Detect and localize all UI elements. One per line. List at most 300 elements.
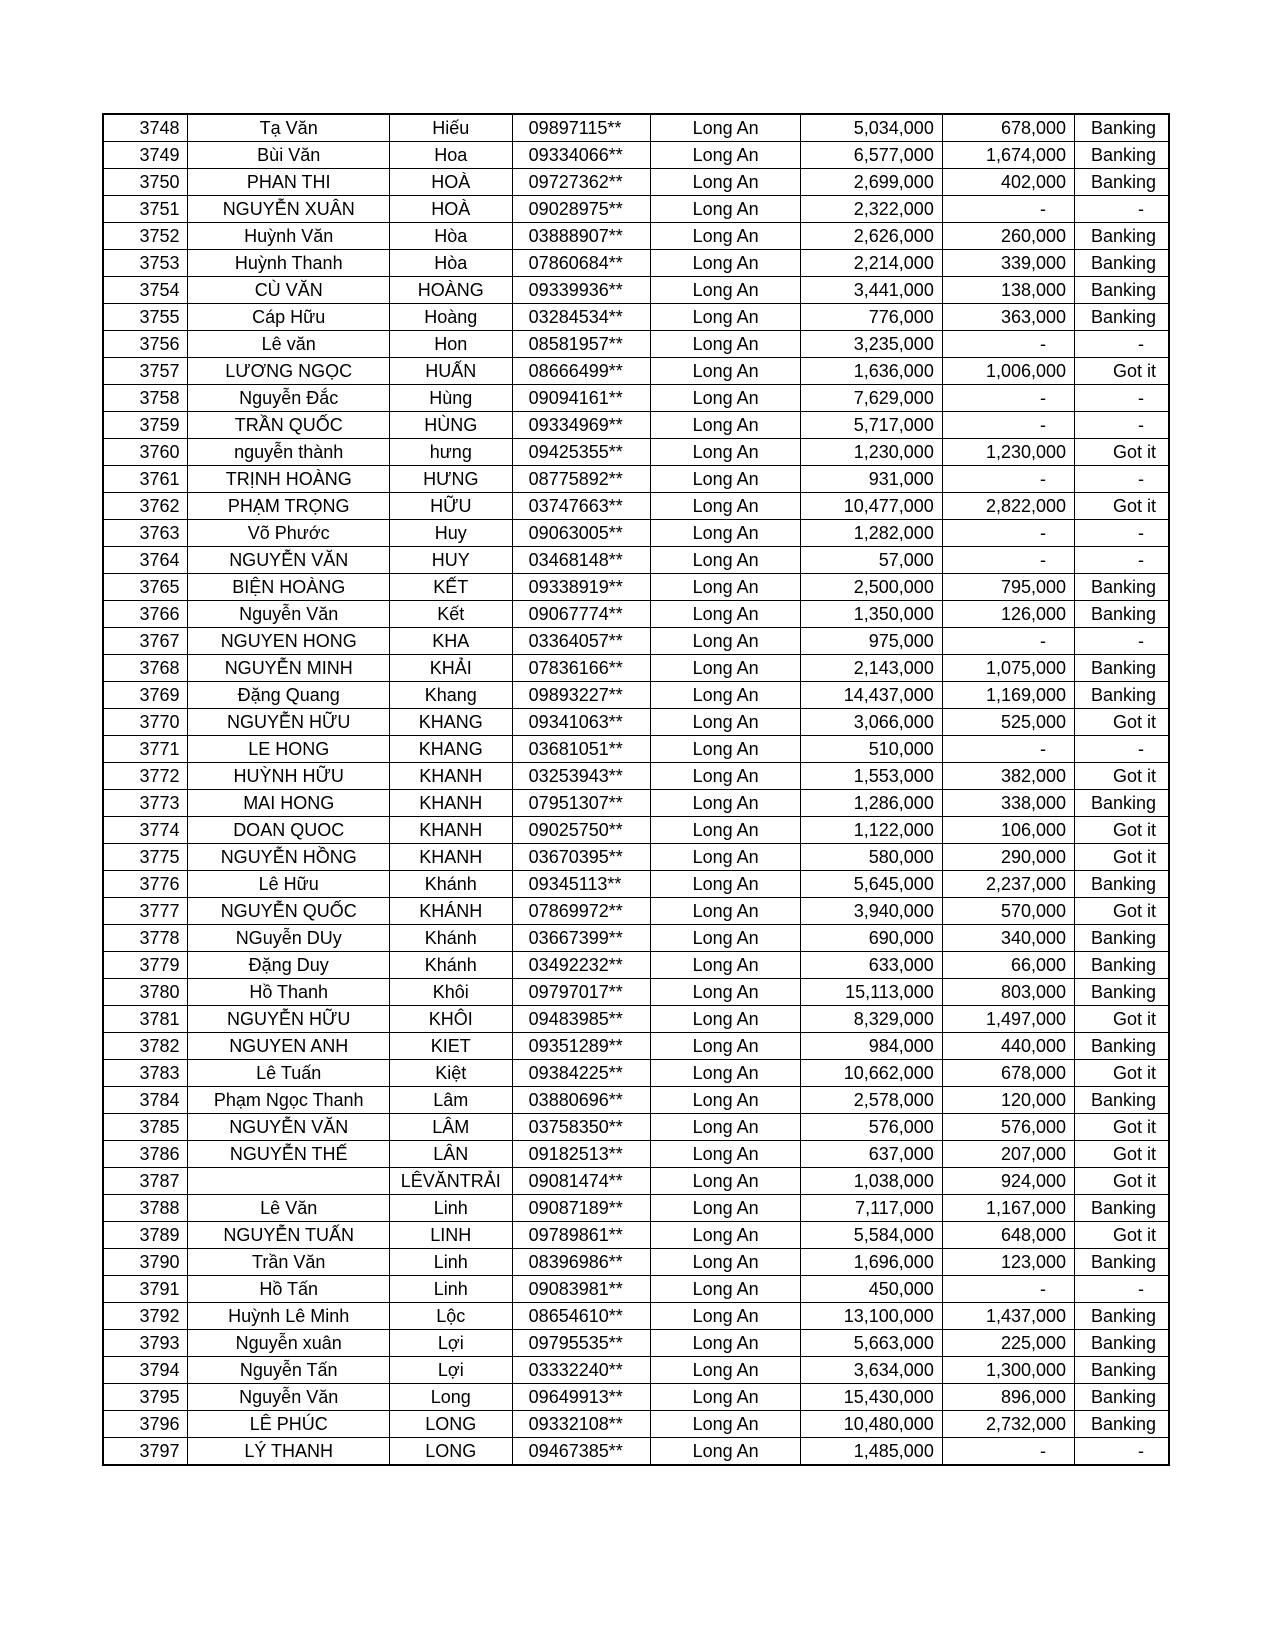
bonus-amount-cell: 896,000 [942, 1384, 1074, 1411]
given-name-cell: Khang [389, 682, 512, 709]
province-cell: Long An [651, 736, 801, 763]
family-name-cell: Lê Văn [188, 1195, 389, 1222]
table-row [103, 1195, 1169, 1222]
family-name-cell: PHẠM TRỌNG [188, 493, 389, 520]
family-name-cell: Nguyễn Văn [188, 601, 389, 628]
bonus-amount-cell: 340,000 [942, 925, 1074, 952]
family-name-cell: Huỳnh Thanh [188, 250, 389, 277]
amount-cell: 15,430,000 [801, 1384, 943, 1411]
table-row [103, 628, 1169, 655]
row-number-cell: 3768 [103, 655, 188, 682]
row-number-cell: 3788 [103, 1195, 188, 1222]
row-number-cell: 3793 [103, 1330, 188, 1357]
phone-number-cell: 08396986** [512, 1249, 650, 1276]
payout-method-cell: - [1075, 520, 1169, 547]
phone-number-cell: 09332108** [512, 1411, 650, 1438]
family-name-cell: Hồ Thanh [188, 979, 389, 1006]
payout-method-cell: Got it [1075, 1060, 1169, 1087]
province-cell: Long An [651, 655, 801, 682]
bonus-amount-cell: 803,000 [942, 979, 1074, 1006]
phone-number-cell: 09028975** [512, 196, 650, 223]
given-name-cell: Khánh [389, 871, 512, 898]
given-name-cell: KHANH [389, 790, 512, 817]
phone-number-cell: 03747663** [512, 493, 650, 520]
bonus-amount-cell: - [942, 196, 1074, 223]
payout-method-cell: Banking [1075, 1330, 1169, 1357]
phone-number-cell: 09483985** [512, 1006, 650, 1033]
province-cell: Long An [651, 331, 801, 358]
bonus-amount-cell: 1,437,000 [942, 1303, 1074, 1330]
table-row [103, 1060, 1169, 1087]
table-row [103, 1384, 1169, 1411]
table-row [103, 925, 1169, 952]
row-number-cell: 3774 [103, 817, 188, 844]
province-cell: Long An [651, 547, 801, 574]
given-name-cell: Lợi [389, 1330, 512, 1357]
amount-cell: 3,940,000 [801, 898, 943, 925]
table-row [103, 1303, 1169, 1330]
phone-number-cell: 09083981** [512, 1276, 650, 1303]
row-number-cell: 3750 [103, 169, 188, 196]
row-number-cell: 3792 [103, 1303, 188, 1330]
table-row [103, 1114, 1169, 1141]
phone-number-cell: 08666499** [512, 358, 650, 385]
payout-method-cell: - [1075, 1438, 1169, 1466]
given-name-cell: Linh [389, 1195, 512, 1222]
phone-number-cell: 07860684** [512, 250, 650, 277]
family-name-cell: NGUYỄN QUỐC [188, 898, 389, 925]
province-cell: Long An [651, 1411, 801, 1438]
row-number-cell: 3770 [103, 709, 188, 736]
province-cell: Long An [651, 790, 801, 817]
table-row [103, 655, 1169, 682]
row-number-cell: 3786 [103, 1141, 188, 1168]
phone-number-cell: 03492232** [512, 952, 650, 979]
province-cell: Long An [651, 1222, 801, 1249]
given-name-cell: HUY [389, 547, 512, 574]
table-row [103, 682, 1169, 709]
province-cell: Long An [651, 223, 801, 250]
payout-method-cell: Banking [1075, 1195, 1169, 1222]
phone-number-cell: 09893227** [512, 682, 650, 709]
family-name-cell: Huỳnh Văn [188, 223, 389, 250]
family-name-cell: NGUYỄN MINH [188, 655, 389, 682]
amount-cell: 6,577,000 [801, 142, 943, 169]
row-number-cell: 3779 [103, 952, 188, 979]
table-row [103, 1438, 1169, 1466]
bonus-amount-cell: - [942, 412, 1074, 439]
province-cell: Long An [651, 1249, 801, 1276]
table-row [103, 547, 1169, 574]
given-name-cell: Linh [389, 1276, 512, 1303]
phone-number-cell: 09094161** [512, 385, 650, 412]
phone-number-cell: 09338919** [512, 574, 650, 601]
given-name-cell: KHÔI [389, 1006, 512, 1033]
bonus-amount-cell: - [942, 547, 1074, 574]
bonus-amount-cell: - [942, 628, 1074, 655]
table-row [103, 871, 1169, 898]
given-name-cell: KHANG [389, 709, 512, 736]
table-row [103, 898, 1169, 925]
row-number-cell: 3773 [103, 790, 188, 817]
given-name-cell: hưng [389, 439, 512, 466]
payout-method-cell: - [1075, 331, 1169, 358]
table-row [103, 817, 1169, 844]
bonus-amount-cell: 2,822,000 [942, 493, 1074, 520]
province-cell: Long An [651, 682, 801, 709]
province-cell: Long An [651, 979, 801, 1006]
phone-number-cell: 09797017** [512, 979, 650, 1006]
table-row [103, 1357, 1169, 1384]
province-cell: Long An [651, 250, 801, 277]
amount-cell: 15,113,000 [801, 979, 943, 1006]
payout-method-cell: Got it [1075, 763, 1169, 790]
payout-method-cell: Got it [1075, 898, 1169, 925]
amount-cell: 690,000 [801, 925, 943, 952]
family-name-cell: NGUYEN ANH [188, 1033, 389, 1060]
family-name-cell [188, 1168, 389, 1195]
amount-cell: 3,634,000 [801, 1357, 943, 1384]
table-row [103, 952, 1169, 979]
phone-number-cell: 08581957** [512, 331, 650, 358]
family-name-cell: DOAN QUOC [188, 817, 389, 844]
row-number-cell: 3784 [103, 1087, 188, 1114]
amount-cell: 1,485,000 [801, 1438, 943, 1466]
phone-number-cell: 03284534** [512, 304, 650, 331]
province-cell: Long An [651, 1114, 801, 1141]
family-name-cell: Võ Phước [188, 520, 389, 547]
bonus-amount-cell: 1,230,000 [942, 439, 1074, 466]
province-cell: Long An [651, 1276, 801, 1303]
bonus-amount-cell: 120,000 [942, 1087, 1074, 1114]
payout-method-cell: Got it [1075, 1114, 1169, 1141]
row-number-cell: 3795 [103, 1384, 188, 1411]
family-name-cell: Lê văn [188, 331, 389, 358]
province-cell: Long An [651, 169, 801, 196]
row-number-cell: 3780 [103, 979, 188, 1006]
phone-number-cell: 07951307** [512, 790, 650, 817]
amount-cell: 1,553,000 [801, 763, 943, 790]
family-name-cell: LE HONG [188, 736, 389, 763]
amount-cell: 1,286,000 [801, 790, 943, 817]
bonus-amount-cell: - [942, 385, 1074, 412]
row-number-cell: 3769 [103, 682, 188, 709]
amount-cell: 576,000 [801, 1114, 943, 1141]
table-row [103, 196, 1169, 223]
bonus-amount-cell: - [942, 520, 1074, 547]
payout-method-cell: Banking [1075, 1384, 1169, 1411]
payout-method-cell: Banking [1075, 1303, 1169, 1330]
family-name-cell: HUỲNH HỮU [188, 763, 389, 790]
bonus-amount-cell: - [942, 1438, 1074, 1466]
row-number-cell: 3794 [103, 1357, 188, 1384]
amount-cell: 637,000 [801, 1141, 943, 1168]
phone-number-cell: 09063005** [512, 520, 650, 547]
province-cell: Long An [651, 114, 801, 142]
bonus-amount-cell: 1,167,000 [942, 1195, 1074, 1222]
province-cell: Long An [651, 1357, 801, 1384]
bonus-amount-cell: 1,674,000 [942, 142, 1074, 169]
payout-method-cell: Banking [1075, 277, 1169, 304]
amount-cell: 3,441,000 [801, 277, 943, 304]
payout-method-cell: Banking [1075, 1357, 1169, 1384]
amount-cell: 776,000 [801, 304, 943, 331]
phone-number-cell: 09334969** [512, 412, 650, 439]
given-name-cell: Hoa [389, 142, 512, 169]
payout-method-cell: Banking [1075, 304, 1169, 331]
table-row [103, 763, 1169, 790]
row-number-cell: 3749 [103, 142, 188, 169]
given-name-cell: Hùng [389, 385, 512, 412]
bonus-amount-cell: 795,000 [942, 574, 1074, 601]
amount-cell: 7,117,000 [801, 1195, 943, 1222]
bonus-amount-cell: 1,006,000 [942, 358, 1074, 385]
family-name-cell: Nguyễn Văn [188, 1384, 389, 1411]
payout-method-cell: Got it [1075, 1141, 1169, 1168]
table-row [103, 601, 1169, 628]
given-name-cell: LÂN [389, 1141, 512, 1168]
amount-cell: 10,662,000 [801, 1060, 943, 1087]
given-name-cell: Khôi [389, 979, 512, 1006]
province-cell: Long An [651, 709, 801, 736]
table-row [103, 250, 1169, 277]
family-name-cell: LƯƠNG NGỌC [188, 358, 389, 385]
province-cell: Long An [651, 1195, 801, 1222]
given-name-cell: Huy [389, 520, 512, 547]
given-name-cell: HƯNG [389, 466, 512, 493]
payout-method-cell: Banking [1075, 1411, 1169, 1438]
amount-cell: 1,230,000 [801, 439, 943, 466]
phone-number-cell: 09025750** [512, 817, 650, 844]
row-number-cell: 3766 [103, 601, 188, 628]
given-name-cell: Hoàng [389, 304, 512, 331]
amount-cell: 57,000 [801, 547, 943, 574]
table-row [103, 304, 1169, 331]
amount-cell: 5,034,000 [801, 114, 943, 142]
province-cell: Long An [651, 1141, 801, 1168]
row-number-cell: 3753 [103, 250, 188, 277]
given-name-cell: LÂM [389, 1114, 512, 1141]
amount-cell: 14,437,000 [801, 682, 943, 709]
family-name-cell: BIỆN HOÀNG [188, 574, 389, 601]
family-name-cell: nguyễn thành [188, 439, 389, 466]
province-cell: Long An [651, 763, 801, 790]
family-name-cell: NGUYỄN HỮU [188, 709, 389, 736]
given-name-cell: Hon [389, 331, 512, 358]
table-row [103, 736, 1169, 763]
row-number-cell: 3767 [103, 628, 188, 655]
given-name-cell: LÊVĂNTRẢI [389, 1168, 512, 1195]
payout-method-cell: Banking [1075, 574, 1169, 601]
given-name-cell: Hiếu [389, 114, 512, 142]
row-number-cell: 3789 [103, 1222, 188, 1249]
phone-number-cell: 09081474** [512, 1168, 650, 1195]
bonus-amount-cell: 382,000 [942, 763, 1074, 790]
given-name-cell: KHẢI [389, 655, 512, 682]
amount-cell: 450,000 [801, 1276, 943, 1303]
phone-number-cell: 09087189** [512, 1195, 650, 1222]
amount-cell: 5,645,000 [801, 871, 943, 898]
amount-cell: 2,214,000 [801, 250, 943, 277]
table-row [103, 1222, 1169, 1249]
payout-method-cell: - [1075, 1276, 1169, 1303]
amount-cell: 7,629,000 [801, 385, 943, 412]
given-name-cell: Kết [389, 601, 512, 628]
table-row [103, 1249, 1169, 1276]
amount-cell: 975,000 [801, 628, 943, 655]
given-name-cell: Linh [389, 1249, 512, 1276]
records-table [102, 113, 1170, 1466]
row-number-cell: 3758 [103, 385, 188, 412]
bonus-amount-cell: - [942, 466, 1074, 493]
phone-number-cell: 09467385** [512, 1438, 650, 1466]
phone-number-cell: 09345113** [512, 871, 650, 898]
given-name-cell: Hòa [389, 223, 512, 250]
phone-number-cell: 03681051** [512, 736, 650, 763]
phone-number-cell: 09795535** [512, 1330, 650, 1357]
phone-number-cell: 03253943** [512, 763, 650, 790]
row-number-cell: 3782 [103, 1033, 188, 1060]
given-name-cell: KHANH [389, 844, 512, 871]
bonus-amount-cell: 924,000 [942, 1168, 1074, 1195]
amount-cell: 5,584,000 [801, 1222, 943, 1249]
row-number-cell: 3760 [103, 439, 188, 466]
row-number-cell: 3759 [103, 412, 188, 439]
family-name-cell: Hồ Tấn [188, 1276, 389, 1303]
given-name-cell: KHANG [389, 736, 512, 763]
phone-number-cell: 09334066** [512, 142, 650, 169]
family-name-cell: NGUYỄN TUẤN [188, 1222, 389, 1249]
province-cell: Long An [651, 601, 801, 628]
payout-method-cell: Got it [1075, 1222, 1169, 1249]
given-name-cell: KẾT [389, 574, 512, 601]
province-cell: Long An [651, 385, 801, 412]
amount-cell: 1,350,000 [801, 601, 943, 628]
province-cell: Long An [651, 1330, 801, 1357]
bonus-amount-cell: - [942, 331, 1074, 358]
family-name-cell: LÊ PHÚC [188, 1411, 389, 1438]
given-name-cell: KHA [389, 628, 512, 655]
phone-number-cell: 09897115** [512, 114, 650, 142]
phone-number-cell: 09727362** [512, 169, 650, 196]
row-number-cell: 3748 [103, 114, 188, 142]
given-name-cell: KHANH [389, 817, 512, 844]
family-name-cell: Nguyễn xuân [188, 1330, 389, 1357]
bonus-amount-cell: 338,000 [942, 790, 1074, 817]
payout-method-cell: Banking [1075, 655, 1169, 682]
amount-cell: 1,696,000 [801, 1249, 943, 1276]
row-number-cell: 3763 [103, 520, 188, 547]
given-name-cell: LINH [389, 1222, 512, 1249]
province-cell: Long An [651, 1384, 801, 1411]
amount-cell: 2,500,000 [801, 574, 943, 601]
payout-method-cell: Banking [1075, 142, 1169, 169]
province-cell: Long An [651, 520, 801, 547]
row-number-cell: 3797 [103, 1438, 188, 1466]
table-row [103, 520, 1169, 547]
family-name-cell: MAI HONG [188, 790, 389, 817]
phone-number-cell: 08775892** [512, 466, 650, 493]
province-cell: Long An [651, 844, 801, 871]
given-name-cell: HOÀ [389, 169, 512, 196]
bonus-amount-cell: 1,300,000 [942, 1357, 1074, 1384]
family-name-cell: Nguyễn Đắc [188, 385, 389, 412]
phone-number-cell: 08654610** [512, 1303, 650, 1330]
bonus-amount-cell: 1,075,000 [942, 655, 1074, 682]
province-cell: Long An [651, 1168, 801, 1195]
table-row [103, 1087, 1169, 1114]
table-row [103, 574, 1169, 601]
table-row [103, 709, 1169, 736]
amount-cell: 10,477,000 [801, 493, 943, 520]
payout-method-cell: Banking [1075, 223, 1169, 250]
bonus-amount-cell: 678,000 [942, 1060, 1074, 1087]
family-name-cell: NGUYỄN VĂN [188, 1114, 389, 1141]
province-cell: Long An [651, 412, 801, 439]
phone-number-cell: 07836166** [512, 655, 650, 682]
row-number-cell: 3790 [103, 1249, 188, 1276]
province-cell: Long An [651, 493, 801, 520]
row-number-cell: 3754 [103, 277, 188, 304]
province-cell: Long An [651, 871, 801, 898]
phone-number-cell: 03468148** [512, 547, 650, 574]
bonus-amount-cell: 66,000 [942, 952, 1074, 979]
family-name-cell: Đặng Duy [188, 952, 389, 979]
bonus-amount-cell: 207,000 [942, 1141, 1074, 1168]
payout-method-cell: Banking [1075, 169, 1169, 196]
province-cell: Long An [651, 466, 801, 493]
table-row [103, 331, 1169, 358]
province-cell: Long An [651, 142, 801, 169]
row-number-cell: 3772 [103, 763, 188, 790]
bonus-amount-cell: 126,000 [942, 601, 1074, 628]
bonus-amount-cell: - [942, 1276, 1074, 1303]
phone-number-cell: 09425355** [512, 439, 650, 466]
table-row [103, 223, 1169, 250]
bonus-amount-cell: 576,000 [942, 1114, 1074, 1141]
row-number-cell: 3751 [103, 196, 188, 223]
amount-cell: 1,038,000 [801, 1168, 943, 1195]
amount-cell: 3,235,000 [801, 331, 943, 358]
phone-number-cell: 09182513** [512, 1141, 650, 1168]
family-name-cell: Phạm Ngọc Thanh [188, 1087, 389, 1114]
amount-cell: 1,122,000 [801, 817, 943, 844]
payout-method-cell: Banking [1075, 952, 1169, 979]
phone-number-cell: 03332240** [512, 1357, 650, 1384]
given-name-cell: Lộc [389, 1303, 512, 1330]
given-name-cell: Kiệt [389, 1060, 512, 1087]
payout-method-cell: Got it [1075, 1006, 1169, 1033]
given-name-cell: KHANH [389, 763, 512, 790]
payout-method-cell: Banking [1075, 250, 1169, 277]
records-table-body [103, 114, 1169, 1465]
row-number-cell: 3756 [103, 331, 188, 358]
given-name-cell: Khánh [389, 925, 512, 952]
phone-number-cell: 09341063** [512, 709, 650, 736]
family-name-cell: TRỊNH HOÀNG [188, 466, 389, 493]
table-row [103, 358, 1169, 385]
amount-cell: 3,066,000 [801, 709, 943, 736]
payout-method-cell: Got it [1075, 844, 1169, 871]
phone-number-cell: 09067774** [512, 601, 650, 628]
payout-method-cell: Got it [1075, 709, 1169, 736]
row-number-cell: 3791 [103, 1276, 188, 1303]
row-number-cell: 3762 [103, 493, 188, 520]
amount-cell: 931,000 [801, 466, 943, 493]
table-row [103, 979, 1169, 1006]
amount-cell: 8,329,000 [801, 1006, 943, 1033]
family-name-cell: NGUYỄN THẾ [188, 1141, 389, 1168]
